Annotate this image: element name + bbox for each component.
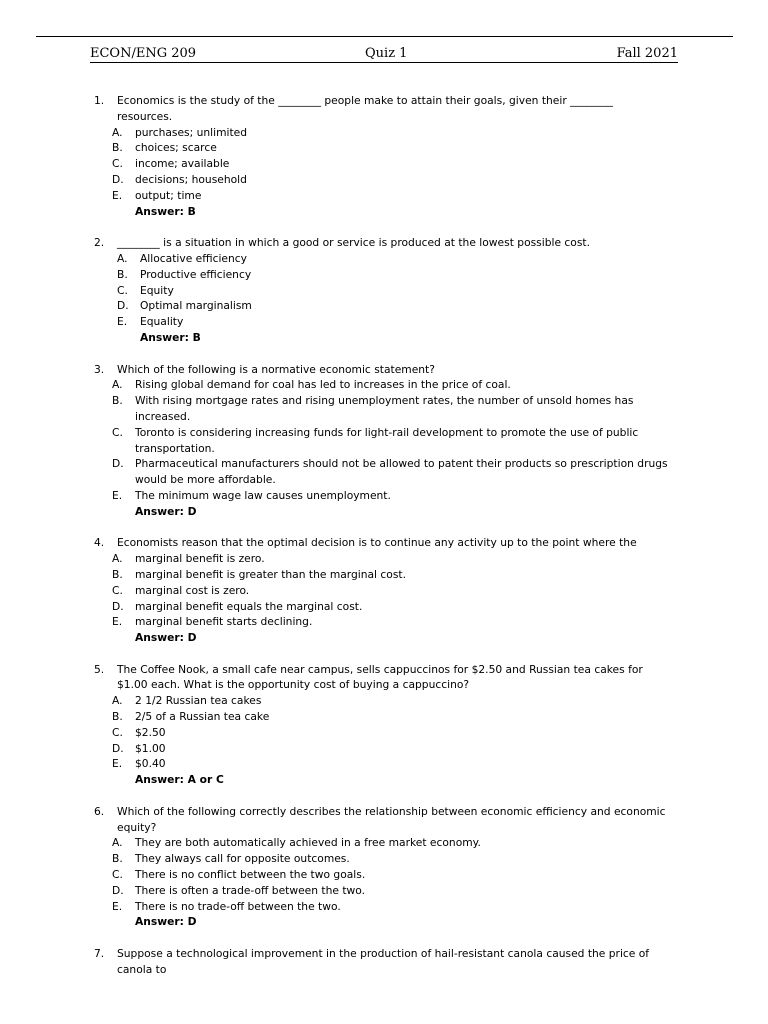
question-number: 4.: [94, 536, 105, 550]
option-letter: E.: [112, 757, 123, 771]
option-text: There is often a trade-off between the two.: [135, 883, 366, 897]
option-list: [0, 835, 768, 914]
question-stem: [0, 235, 670, 251]
question: [0, 662, 768, 788]
question: [0, 362, 768, 520]
option-letter: B.: [112, 567, 123, 581]
option-item: [0, 267, 670, 283]
option-text: There is no trade-off between the two.: [135, 899, 341, 913]
option-item: [0, 188, 670, 204]
answer-key: Answer: B: [140, 330, 201, 344]
option-letter: B.: [112, 710, 123, 724]
option-text: income; available: [135, 157, 230, 171]
option-text: Equity: [140, 283, 174, 297]
question-stem: [0, 946, 670, 978]
question-stem: [0, 93, 670, 125]
option-text: They always call for opposite outcomes.: [135, 852, 350, 866]
question-text: Suppose a technological improvement in the production of hail-resistant canola caused the price of canola to: [117, 947, 650, 976]
option-text: $1.00: [135, 741, 166, 755]
option-letter: B.: [112, 141, 123, 155]
question-text: Economists reason that the optimal decision is to continue any activity up to the point where the: [117, 536, 637, 550]
option-item: [0, 741, 670, 757]
option-list: [0, 377, 768, 503]
option-item: [0, 551, 670, 567]
question-number: 5.: [94, 662, 105, 676]
option-item: [0, 835, 670, 851]
option-letter: A.: [117, 251, 128, 265]
option-item: [0, 298, 670, 314]
option-text: Rising global demand for coal has led to increases in the price of coal.: [135, 378, 511, 392]
option-letter: A.: [112, 378, 123, 392]
option-letter: B.: [112, 852, 123, 866]
option-list: [0, 251, 768, 330]
question-stem: [0, 535, 670, 551]
question-stem: [0, 804, 670, 836]
option-letter: A.: [112, 552, 123, 566]
option-list: [0, 551, 768, 630]
option-item: [0, 756, 670, 772]
option-item: [0, 709, 670, 725]
option-text: Allocative efficiency: [140, 251, 247, 265]
option-item: [0, 851, 670, 867]
page-header: [90, 45, 678, 63]
option-letter: A.: [112, 836, 123, 850]
question: [0, 946, 768, 978]
answer-key: Answer: D: [135, 504, 197, 518]
option-item: [0, 614, 670, 630]
option-item: [0, 488, 670, 504]
option-list: [0, 125, 768, 204]
quiz-title: Quiz 1: [365, 46, 408, 61]
option-text: There is no conflict between the two goals.: [135, 868, 366, 882]
option-letter: C.: [112, 425, 123, 439]
option-item: [0, 567, 670, 583]
option-letter: B.: [112, 394, 123, 408]
option-text: choices; scarce: [135, 141, 217, 155]
option-letter: C.: [112, 583, 123, 597]
top-rule: [36, 36, 733, 37]
question-stem: [0, 662, 670, 694]
option-text: marginal benefit is zero.: [135, 552, 265, 566]
option-letter: B.: [117, 267, 128, 281]
option-letter: D.: [112, 883, 124, 897]
option-item: [0, 125, 670, 141]
question-text: ________ is a situation in which a good or service is produced at the lowest possible cost.: [117, 236, 591, 250]
question-list: [0, 93, 768, 993]
option-item: [0, 725, 670, 741]
option-letter: E.: [112, 488, 123, 502]
option-letter: D.: [117, 299, 129, 313]
option-text: marginal benefit starts declining.: [135, 615, 313, 629]
option-item: [0, 899, 670, 915]
answer-key: Answer: D: [135, 631, 197, 645]
option-text: 2/5 of a Russian tea cake: [135, 710, 270, 724]
option-list: [0, 693, 768, 772]
option-item: [0, 599, 670, 615]
option-letter: D.: [112, 457, 124, 471]
answer-key: Answer: B: [135, 204, 196, 218]
question-number: 7.: [94, 947, 105, 961]
question-text: The Coffee Nook, a small cafe near campus, sells cappuccinos for $2.50 and Russian tea cakes for $1.00 each. What is the opportunity cost of buying a cappuccino?: [117, 662, 643, 692]
option-item: [0, 172, 670, 188]
option-text: Toronto is considering increasing funds for light-rail development to promote the use of public transportation.: [135, 425, 639, 455]
option-item: [0, 283, 670, 299]
option-item: [0, 393, 670, 425]
option-text: Pharmaceutical manufacturers should not be allowed to patent their products so prescription drugs would be more affordable.: [135, 457, 668, 487]
option-item: [0, 314, 670, 330]
term-label: Fall 2021: [616, 46, 678, 61]
option-letter: D.: [112, 172, 124, 186]
option-letter: D.: [112, 599, 124, 613]
option-letter: C.: [112, 868, 123, 882]
option-letter: C.: [117, 283, 128, 297]
option-item: [0, 377, 670, 393]
question: [0, 93, 768, 219]
option-text: 2 1/2 Russian tea cakes: [135, 694, 262, 708]
option-text: Productive efficiency: [140, 267, 252, 281]
option-text: marginal cost is zero.: [135, 583, 250, 597]
option-text: $2.50: [135, 725, 166, 739]
question: [0, 235, 768, 346]
question-number: 6.: [94, 804, 105, 818]
option-text: decisions; household: [135, 172, 247, 186]
option-text: Optimal marginalism: [140, 299, 252, 313]
question-number: 3.: [94, 362, 105, 376]
question-number: 1.: [94, 94, 105, 107]
question: [0, 804, 768, 930]
option-letter: C.: [112, 157, 123, 171]
option-item: [0, 456, 670, 488]
option-text: With rising mortgage rates and rising unemployment rates, the number of unsold homes has increased.: [135, 394, 634, 423]
option-text: output; time: [135, 188, 202, 202]
option-item: [0, 883, 670, 899]
course-code: ECON/ENG 209: [90, 46, 197, 61]
option-text: marginal benefit equals the marginal cost.: [135, 599, 363, 613]
answer-key: Answer: D: [135, 915, 197, 929]
option-item: [0, 867, 670, 883]
option-letter: C.: [112, 725, 123, 739]
option-letter: A.: [112, 694, 123, 708]
option-item: [0, 156, 670, 172]
option-letter: E.: [112, 899, 123, 913]
option-item: [0, 251, 670, 267]
question-number: 2.: [94, 236, 105, 250]
option-text: They are both automatically achieved in a free market economy.: [135, 836, 481, 850]
question: [0, 535, 768, 646]
option-text: The minimum wage law causes unemployment.: [135, 488, 391, 502]
option-item: [0, 140, 670, 156]
option-letter: E.: [112, 615, 123, 629]
option-letter: A.: [112, 125, 123, 139]
option-item: [0, 425, 670, 457]
option-text: marginal benefit is greater than the marginal cost.: [135, 567, 406, 581]
option-item: [0, 583, 670, 599]
question-text: Economics is the study of the ________ people make to attain their goals, given their ________ resources.: [117, 94, 613, 123]
option-text: Equality: [140, 315, 184, 329]
option-text: purchases; unlimited: [135, 125, 248, 139]
option-text: $0.40: [135, 757, 166, 771]
answer-key: Answer: A or C: [135, 773, 224, 787]
question-stem: [0, 362, 670, 378]
option-letter: D.: [112, 741, 124, 755]
option-letter: E.: [112, 188, 123, 202]
option-letter: E.: [117, 315, 128, 329]
question-text: Which of the following is a normative economic statement?: [117, 362, 435, 376]
option-item: [0, 693, 670, 709]
question-text: Which of the following correctly describes the relationship between economic efficiency and economic equity?: [117, 804, 666, 834]
